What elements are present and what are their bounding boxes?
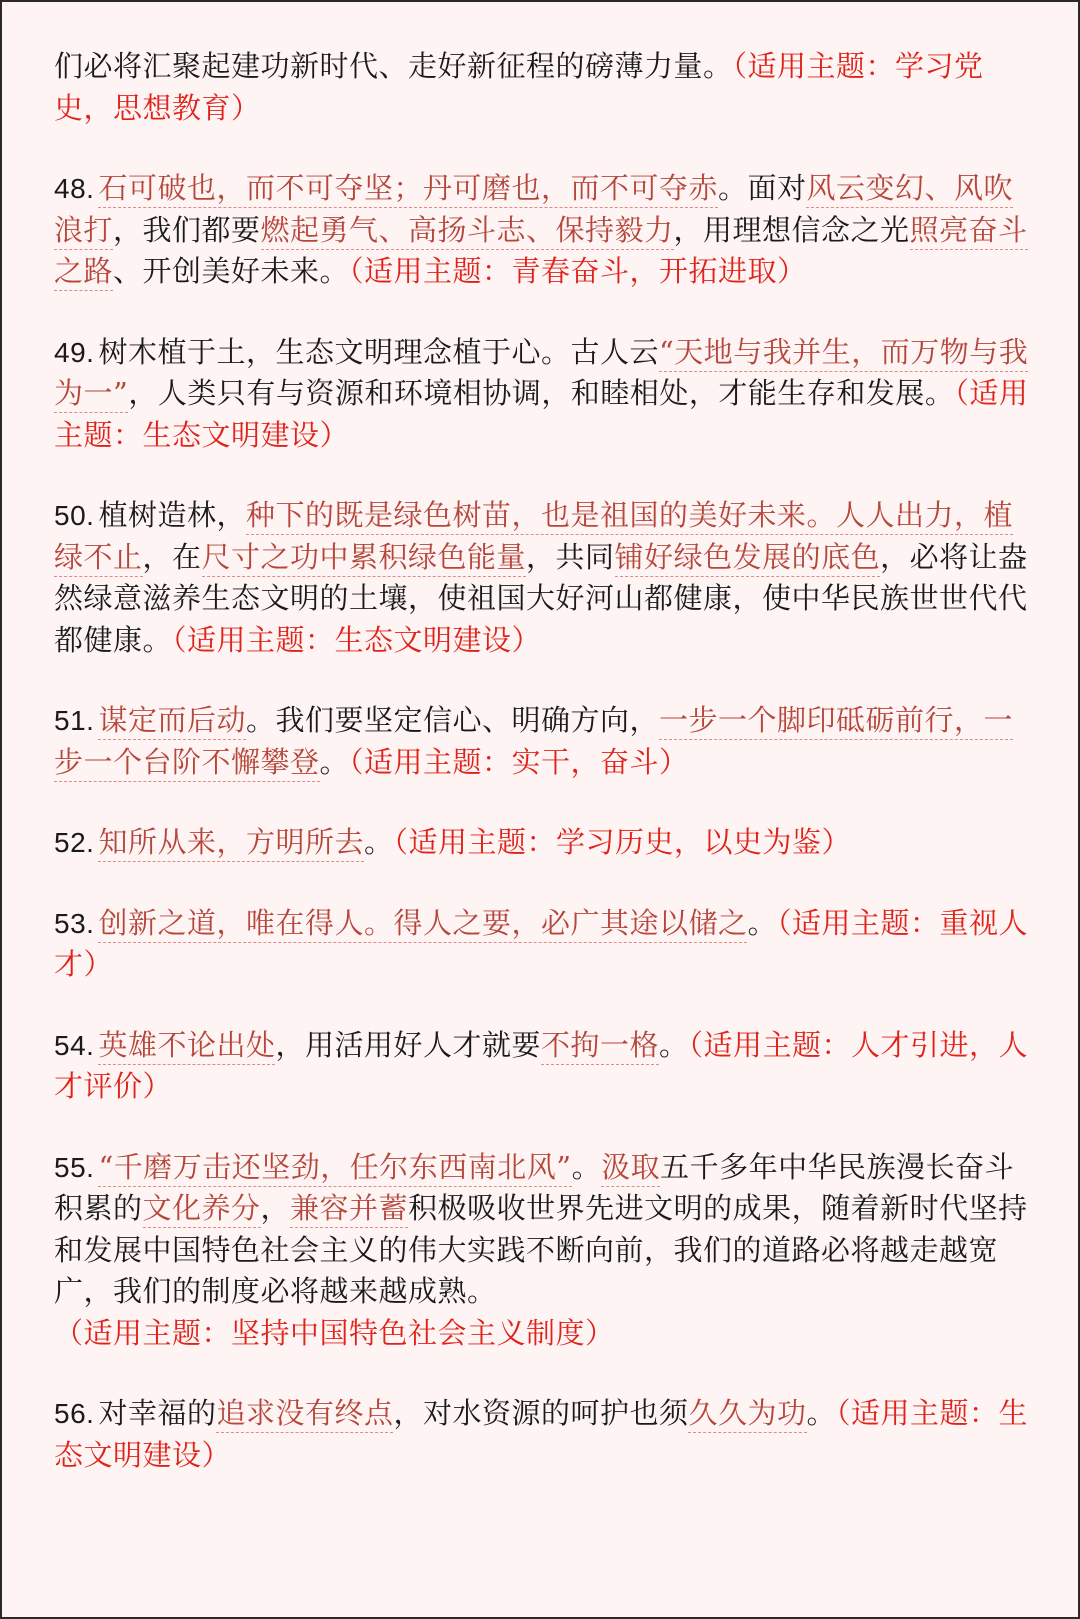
highlighted-phrase: 久久为功: [688, 1396, 806, 1433]
theme-label: （适用主题：坚持中国特色社会主义制度）: [54, 1315, 615, 1350]
theme-label: （适用主题：青春奋斗，开拓进取）: [349, 254, 807, 288]
quote-paragraph: [54, 46, 1039, 129]
body-text: 、开创美好未来。: [113, 254, 350, 288]
body-text: 。: [319, 744, 350, 779]
quote-number: 55.: [54, 1151, 95, 1183]
body-text: ，我们都要: [113, 212, 261, 247]
highlighted-phrase: 英雄不论出处: [98, 1028, 275, 1065]
body-text: 五千多年中华民族漫长奋斗积累的: [54, 1149, 1015, 1225]
quote-number: 51.: [54, 705, 95, 736]
highlighted-phrase: 种下的既是绿色树苗，也是祖国的美好未来。人人出力，植绿不止: [54, 498, 1013, 577]
theme-label: （适用主题：学习党史，思想教育）: [54, 49, 984, 125]
body-text: ，人类只有与资源和环境相协调，和睦相处，才能生存和发展。: [128, 376, 955, 410]
highlighted-phrase: 兼容并蓄: [290, 1191, 408, 1228]
body-text: ，: [260, 1191, 291, 1225]
body-text: ，在: [142, 539, 202, 574]
quote-paragraph: [54, 1147, 1039, 1355]
theme-label: （适用主题：实干，奋斗）: [349, 744, 689, 779]
theme-label: （适用主题：重视人才）: [54, 905, 1028, 981]
quote-paragraph: [54, 1393, 1039, 1476]
theme-label: （适用主题：生态文明建设）: [172, 622, 542, 657]
quote-paragraph: [54, 168, 1039, 293]
quote-paragraph: [54, 822, 1039, 864]
quote-number: 53.: [54, 907, 95, 939]
quote-paragraph: [54, 1025, 1039, 1108]
body-text: 植树造林，: [98, 498, 246, 532]
highlighted-phrase: 知所从来，方明所去: [98, 825, 364, 862]
quote-number: 50.: [54, 500, 95, 531]
quote-list: [54, 46, 1039, 1515]
body-text: ，对水资源的呵护也须: [393, 1396, 689, 1430]
body-text: ，共同: [526, 539, 615, 574]
highlighted-phrase: 创新之道，唯在得人。得人之要，必广其途以储之: [98, 906, 747, 943]
highlighted-phrase: 汲取: [601, 1150, 660, 1187]
body-text: 。我们要坚定信心、明确方向，: [245, 703, 659, 737]
body-text: ，用活用好人才就要: [275, 1027, 541, 1062]
highlighted-phrase: 照亮奋斗之路: [54, 213, 1028, 292]
highlighted-phrase: 谋定而后动: [98, 703, 246, 740]
body-text: 。: [658, 1027, 689, 1062]
body-text: 树木植于土，生态文明理念植于心。古人云: [98, 334, 659, 369]
highlighted-phrase: 铺好绿色发展的底色: [615, 540, 881, 577]
quote-number: 48.: [54, 173, 95, 204]
highlighted-phrase: “天地与我并生，而万物与我为一”: [54, 335, 1028, 414]
quote-paragraph: [54, 495, 1039, 661]
body-text: 对幸福的: [98, 1396, 217, 1430]
highlighted-phrase: 燃起勇气、高扬斗志、保持毅力: [261, 213, 674, 250]
highlighted-phrase: 尺寸之功中累积绿色能量: [202, 540, 527, 577]
highlighted-phrase: 不拘一格: [541, 1028, 659, 1065]
quote-paragraph: [54, 903, 1039, 986]
theme-label: （适用主题：人才引进，人才评价）: [54, 1027, 1029, 1103]
body-text: ，用理想信念之光: [673, 212, 910, 247]
quote-number: 49.: [54, 336, 95, 368]
quote-number: 52.: [54, 827, 95, 858]
body-text: 。: [363, 825, 394, 859]
quote-number: 56.: [54, 1398, 95, 1429]
body-text: 们必将汇聚起建功新时代、走好新征程的磅薄力量。: [54, 49, 733, 83]
highlighted-phrase: 风云变幻、风吹浪打: [54, 171, 1013, 250]
body-text: 。: [747, 905, 777, 940]
highlighted-phrase: 追求没有终点: [216, 1396, 393, 1433]
body-text: 。: [806, 1396, 837, 1430]
highlighted-phrase: 文化养分: [143, 1191, 261, 1228]
highlighted-phrase: 一步一个脚印砥砺前行，一步一个台阶不懈攀登: [54, 703, 1013, 782]
quote-number: 54.: [54, 1029, 95, 1061]
body-text: 。: [571, 1149, 602, 1184]
theme-label: （适用主题：学习历史，以史为鉴）: [393, 825, 851, 859]
body-text: 积极吸收世界先进文明的成果，随着新时代坚持和发展中国特色社会主义的伟大实践不断向前，我们的道路必将越走越宽广，我们的制度必将越来越成熟。: [54, 1191, 1028, 1308]
body-text: ，必将让盎然绿意滋养生态文明的土壤，使祖国大好河山都健康，使中华民族世世代代都健康。: [54, 539, 1028, 657]
highlighted-phrase: “千磨万击还坚劲，任尔东西南北风”: [98, 1150, 571, 1187]
body-text: 。面对: [717, 171, 807, 205]
theme-label: （适用主题：生态文明建设）: [54, 376, 1029, 452]
quote-paragraph: [54, 700, 1039, 783]
highlighted-phrase: 石可破也，而不可夺坚；丹可磨也，而不可夺赤: [98, 171, 718, 208]
theme-label: （适用主题：生态文明建设）: [54, 1396, 1029, 1472]
quote-paragraph: [54, 332, 1039, 457]
